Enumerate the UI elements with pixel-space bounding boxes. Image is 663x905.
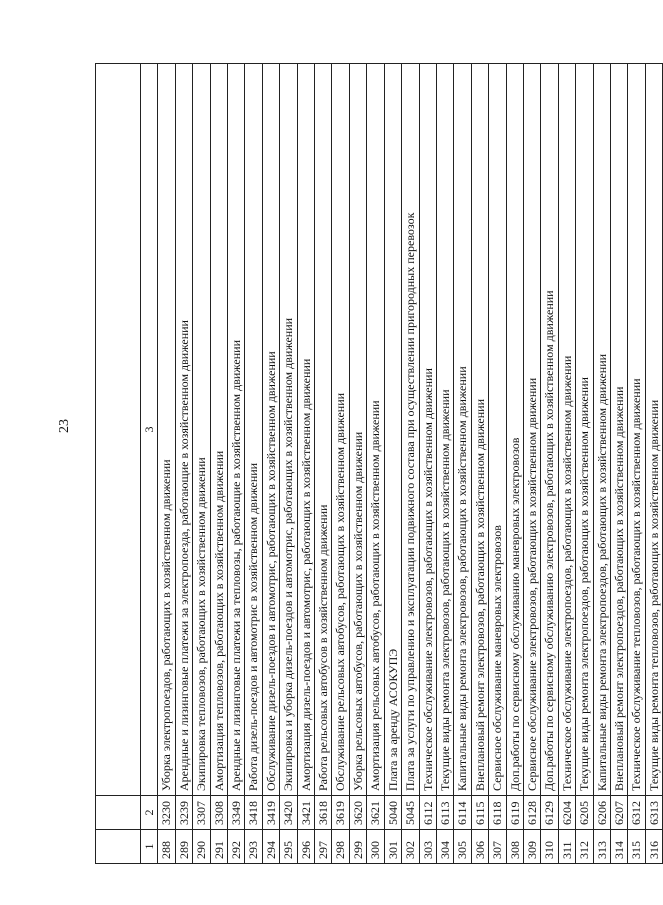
page-number: 23	[57, 419, 72, 433]
account-code-cell: 6112	[419, 796, 436, 830]
row-number-cell: 300	[367, 830, 384, 864]
row-number-cell: 292	[228, 830, 245, 864]
table-row	[349, 64, 366, 864]
row-number-cell: 294	[262, 830, 279, 864]
description-cell: Плата за аренду АСОКУПЭ	[384, 64, 401, 796]
account-code-cell: 3230	[158, 796, 175, 830]
account-code-cell: 6118	[489, 796, 506, 830]
row-number-cell: 310	[541, 830, 558, 864]
blank-header-row	[96, 64, 141, 864]
table-row	[262, 64, 279, 864]
row-number-cell: 297	[315, 830, 332, 864]
row-number-cell: 312	[576, 830, 593, 864]
row-number-cell: 309	[523, 830, 540, 864]
table-row	[628, 64, 645, 864]
account-code-cell: 3307	[193, 796, 210, 830]
account-code-cell: 3620	[349, 796, 366, 830]
table-row	[523, 64, 540, 864]
account-code-cell: 6312	[628, 796, 645, 830]
account-code-cell: 6113	[436, 796, 453, 830]
account-code-cell: 3239	[175, 796, 192, 830]
row-number-cell: 305	[454, 830, 471, 864]
account-code-cell: 6119	[506, 796, 523, 830]
table-row	[193, 64, 210, 864]
table-row	[367, 64, 384, 864]
table-row	[454, 64, 471, 864]
table-row	[576, 64, 593, 864]
table-row	[593, 64, 610, 864]
description-cell: Текущие виды ремонта тепловозов, работающих в хозяйственном движении	[645, 64, 662, 796]
account-code-cell: 6114	[454, 796, 471, 830]
column-number-row	[141, 64, 158, 864]
description-cell: Капитальные виды ремонта электропоездов, работающих в хозяйственном движении	[593, 64, 610, 796]
account-code-cell: 5040	[384, 796, 401, 830]
table-row	[245, 64, 262, 864]
description-cell: Работа дизель-поездов и автомотрис в хозяйственном движении	[245, 64, 262, 796]
table-row	[645, 64, 662, 864]
row-number-cell: 304	[436, 830, 453, 864]
account-code-cell: 6115	[471, 796, 488, 830]
table-row	[471, 64, 488, 864]
row-number-cell: 314	[610, 830, 627, 864]
blank-cell	[96, 830, 141, 864]
description-cell: Техническое обслуживание электровозов, работающих в хозяйственном движении	[419, 64, 436, 796]
description-cell: Текущие виды ремонта электропоездов, работающих в хозяйственном движении	[576, 64, 593, 796]
table-row	[419, 64, 436, 864]
row-number-cell: 289	[175, 830, 192, 864]
account-code-cell: 6207	[610, 796, 627, 830]
row-number-cell: 296	[297, 830, 314, 864]
account-code-cell: 3618	[315, 796, 332, 830]
description-cell: Капитальные виды ремонта электровозов, работающих в хозяйственном движении	[454, 64, 471, 796]
account-code-cell: 5045	[402, 796, 419, 830]
description-cell: Доп.работы по сервисному обслуживанию электровозов, работающих в хозяйственном движении	[541, 64, 558, 796]
account-code-cell: 6206	[593, 796, 610, 830]
table-rotator	[95, 44, 661, 884]
description-cell: Уборка рельсовых автобусов, работающих в хозяйственном движении	[349, 64, 366, 796]
table-row	[175, 64, 192, 864]
column-header-3: 3	[141, 64, 158, 796]
table-row	[158, 64, 175, 864]
table-row	[332, 64, 349, 864]
table-row	[280, 64, 297, 864]
column-header-1: 1	[141, 830, 158, 864]
table-row	[315, 64, 332, 864]
description-cell: Экипировка тепловозов, работающих в хозяйственном движении	[193, 64, 210, 796]
description-cell: Обслуживание дизель-поездов и автомотрис, работающих в хозяйственном движении	[262, 64, 279, 796]
account-code-cell: 3619	[332, 796, 349, 830]
table-row	[610, 64, 627, 864]
description-cell: Сервисное обслуживание электровозов, работающих в хозяйственном движении	[523, 64, 540, 796]
row-number-cell: 315	[628, 830, 645, 864]
description-cell: Работа рельсовых автобусов в хозяйственном движении	[315, 64, 332, 796]
row-number-cell: 288	[158, 830, 175, 864]
row-number-cell: 290	[193, 830, 210, 864]
table-row	[436, 64, 453, 864]
column-header-2: 2	[141, 796, 158, 830]
table-row	[489, 64, 506, 864]
account-code-cell: 3419	[262, 796, 279, 830]
table-body	[158, 64, 663, 864]
account-code-cell: 6313	[645, 796, 662, 830]
description-cell: Амортизация рельсовых автобусов, работающих в хозяйственном движении	[367, 64, 384, 796]
rotated-table-sheet	[95, 44, 661, 884]
account-code-cell: 3420	[280, 796, 297, 830]
row-number-cell: 306	[471, 830, 488, 864]
account-code-cell: 3349	[228, 796, 245, 830]
row-number-cell: 307	[489, 830, 506, 864]
description-cell: Техническое обслуживание электропоездов, работающих в хозяйственном движении	[558, 64, 575, 796]
description-cell: Внеплановый ремонт электровозов, работающих в хозяйственном движении	[471, 64, 488, 796]
row-number-cell: 298	[332, 830, 349, 864]
description-cell: Сервисное обслуживание маневровых электровозов	[489, 64, 506, 796]
account-code-cell: 6205	[576, 796, 593, 830]
description-cell: Техническое обслуживание тепловозов, работающих в хозяйственном движении	[628, 64, 645, 796]
account-code-cell: 3421	[297, 796, 314, 830]
description-cell: Арендные и лизинговые платежи за электропоезда, работающие в хозяйственном движении	[175, 64, 192, 796]
row-number-cell: 295	[280, 830, 297, 864]
description-cell: Арендные и лизинговые платежи за тепловозы, работающие в хозяйственном движении	[228, 64, 245, 796]
row-number-cell: 308	[506, 830, 523, 864]
description-cell: Текущие виды ремонта электровозов, работающих в хозяйственном движении	[436, 64, 453, 796]
row-number-cell: 291	[210, 830, 227, 864]
table-row	[384, 64, 401, 864]
table-row	[297, 64, 314, 864]
row-number-cell: 302	[402, 830, 419, 864]
account-code-cell: 3621	[367, 796, 384, 830]
account-code-cell: 3308	[210, 796, 227, 830]
description-cell: Амортизация дизель-поездов и автомотрис, работающих в хозяйственном движении	[297, 64, 314, 796]
description-cell: Плата за услуги по управлению и эксплуатации подвижного состава при осуществлении пригородных перевозок	[402, 64, 419, 796]
table-row	[402, 64, 419, 864]
row-number-cell: 293	[245, 830, 262, 864]
blank-cell	[96, 64, 141, 796]
account-code-cell: 6128	[523, 796, 540, 830]
description-cell: Уборка электропоездов, работающих в хозяйственном движении	[158, 64, 175, 796]
table-row	[558, 64, 575, 864]
description-cell: Обслуживание рельсовых автобусов, работающих в хозяйственном движении	[332, 64, 349, 796]
row-number-cell: 299	[349, 830, 366, 864]
description-cell: Доп.работы по сервисному обслуживанию маневровых электровозов	[506, 64, 523, 796]
cost-items-table	[95, 63, 663, 864]
description-cell: Амортизация тепловозов, работающих в хозяйственном движении	[210, 64, 227, 796]
row-number-cell: 301	[384, 830, 401, 864]
row-number-cell: 313	[593, 830, 610, 864]
table-row	[228, 64, 245, 864]
account-code-cell: 6129	[541, 796, 558, 830]
row-number-cell: 303	[419, 830, 436, 864]
row-number-cell: 311	[558, 830, 575, 864]
row-number-cell: 316	[645, 830, 662, 864]
table-row	[210, 64, 227, 864]
description-cell: Внеплановый ремонт электропоездов, работающих в хозяйственном движении	[610, 64, 627, 796]
table-row	[506, 64, 523, 864]
account-code-cell: 3418	[245, 796, 262, 830]
description-cell: Экипировка и уборка дизель-поездов и автомотрис, работающих в хозяйственном движении	[280, 64, 297, 796]
blank-cell	[96, 796, 141, 830]
table-row	[541, 64, 558, 864]
account-code-cell: 6204	[558, 796, 575, 830]
